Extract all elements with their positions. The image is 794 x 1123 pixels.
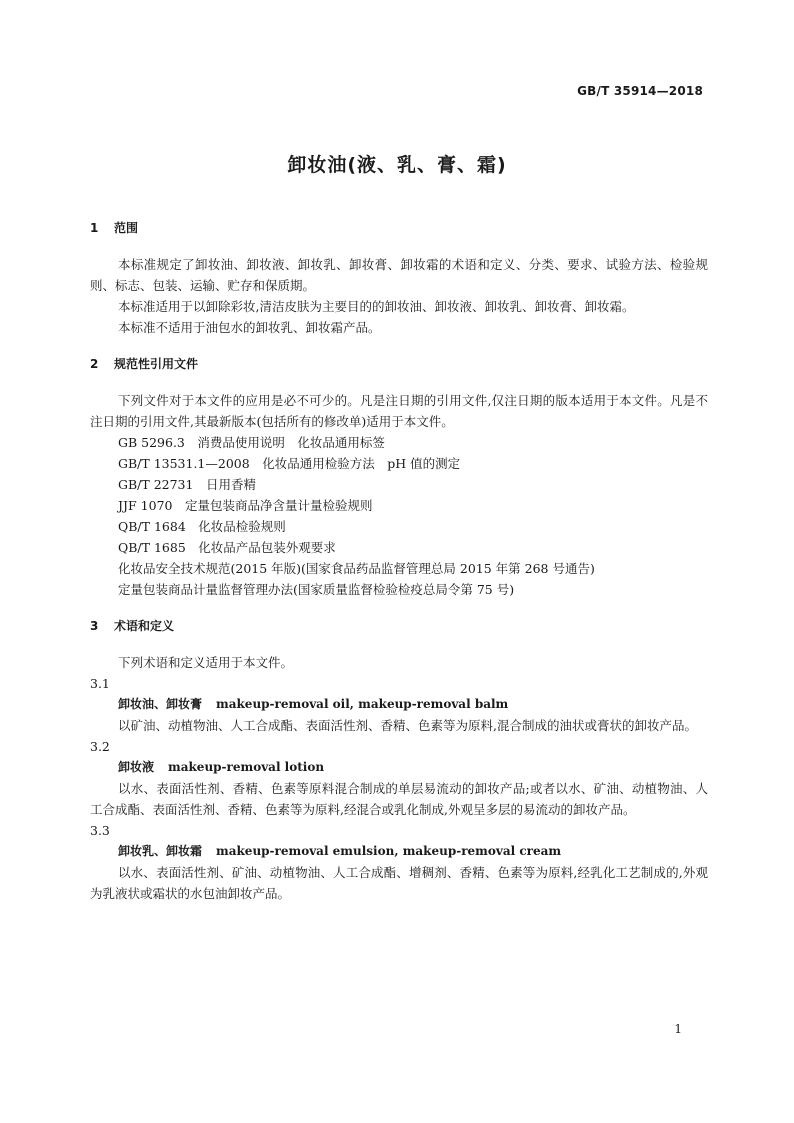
paragraph: 本标准适用于以卸除彩妆,清洁皮肤为主要目的的卸妆油、卸妆液、卸妆乳、卸妆膏、卸妆霜。 bbox=[118, 299, 635, 314]
page-number: 1 bbox=[674, 1022, 682, 1036]
document-body bbox=[90, 218, 708, 920]
term-number: 3.3 bbox=[90, 823, 110, 838]
standard-code: GB/T 35914—2018 bbox=[577, 84, 703, 98]
section-normative-references bbox=[90, 354, 708, 600]
reference-item: GB 5296.3 消费品使用说明 化妆品通用标签 bbox=[118, 435, 385, 450]
term-definition: 以水、表面活性剂、香精、色素等原料混合制成的单层易流动的卸妆产品;或者以水、矿油、动植物油、人工合成酯、表面活性剂、香精、色素等为原料,经混合或乳化制成,外观呈多层的易流动的卸妆产品。 bbox=[90, 781, 708, 817]
term-name: 卸妆液 makeup-removal lotion bbox=[118, 760, 325, 774]
term-definition: 以水、表面活性剂、矿油、动植物油、人工合成酯、增稠剂、香精、色素等为原料,经乳化工艺制成的,外观为乳液状或霜状的水包油卸妆产品。 bbox=[90, 865, 708, 901]
reference-item: QB/T 1685 化妆品产品包装外观要求 bbox=[118, 540, 336, 555]
section-heading: 3 术语和定义 bbox=[90, 619, 175, 633]
term-name: 卸妆油、卸妆膏 makeup-removal oil, makeup-removal balm bbox=[118, 697, 509, 711]
reference-item: GB/T 22731 日用香精 bbox=[118, 477, 256, 492]
reference-item: 定量包装商品计量监督管理办法(国家质量监督检验检疫总局令第 75 号) bbox=[118, 582, 515, 597]
section-heading: 2 规范性引用文件 bbox=[90, 357, 199, 371]
paragraph: 下列文件对于本文件的应用是必不可少的。凡是注日期的引用文件,仅注日期的版本适用于本文件。凡是不注日期的引用文件,其最新版本(包括所有的修改单)适用于本文件。 bbox=[90, 393, 708, 429]
term-number: 3.1 bbox=[90, 676, 110, 691]
section-heading: 1 范围 bbox=[90, 221, 139, 235]
document-title: 卸妆油(液、乳、膏、霜) bbox=[287, 154, 507, 176]
paragraph: 下列术语和定义适用于本文件。 bbox=[118, 655, 294, 670]
term-number: 3.2 bbox=[90, 739, 110, 754]
reference-item: QB/T 1684 化妆品检验规则 bbox=[118, 519, 286, 534]
paragraph: 本标准不适用于油包水的卸妆乳、卸妆霜产品。 bbox=[118, 320, 381, 335]
term-definition: 以矿油、动植物油、人工合成酯、表面活性剂、香精、色素等为原料,混合制成的油状或膏状的卸妆产品。 bbox=[118, 718, 697, 733]
paragraph: 本标准规定了卸妆油、卸妆液、卸妆乳、卸妆膏、卸妆霜的术语和定义、分类、要求、试验方法、检验规则、标志、包装、运输、贮存和保质期。 bbox=[90, 257, 708, 293]
section-scope bbox=[90, 218, 708, 338]
reference-item: JJF 1070 定量包装商品净含量计量检验规则 bbox=[118, 498, 373, 513]
reference-item: 化妆品安全技术规范(2015 年版)(国家食品药品监督管理总局 2015 年第 268 号通告) bbox=[118, 561, 595, 576]
term-name: 卸妆乳、卸妆霜 makeup-removal emulsion, makeup-removal cream bbox=[118, 844, 562, 858]
reference-item: GB/T 13531.1—2008 化妆品通用检验方法 pH 值的测定 bbox=[118, 456, 461, 471]
section-terms-definitions bbox=[90, 616, 708, 904]
